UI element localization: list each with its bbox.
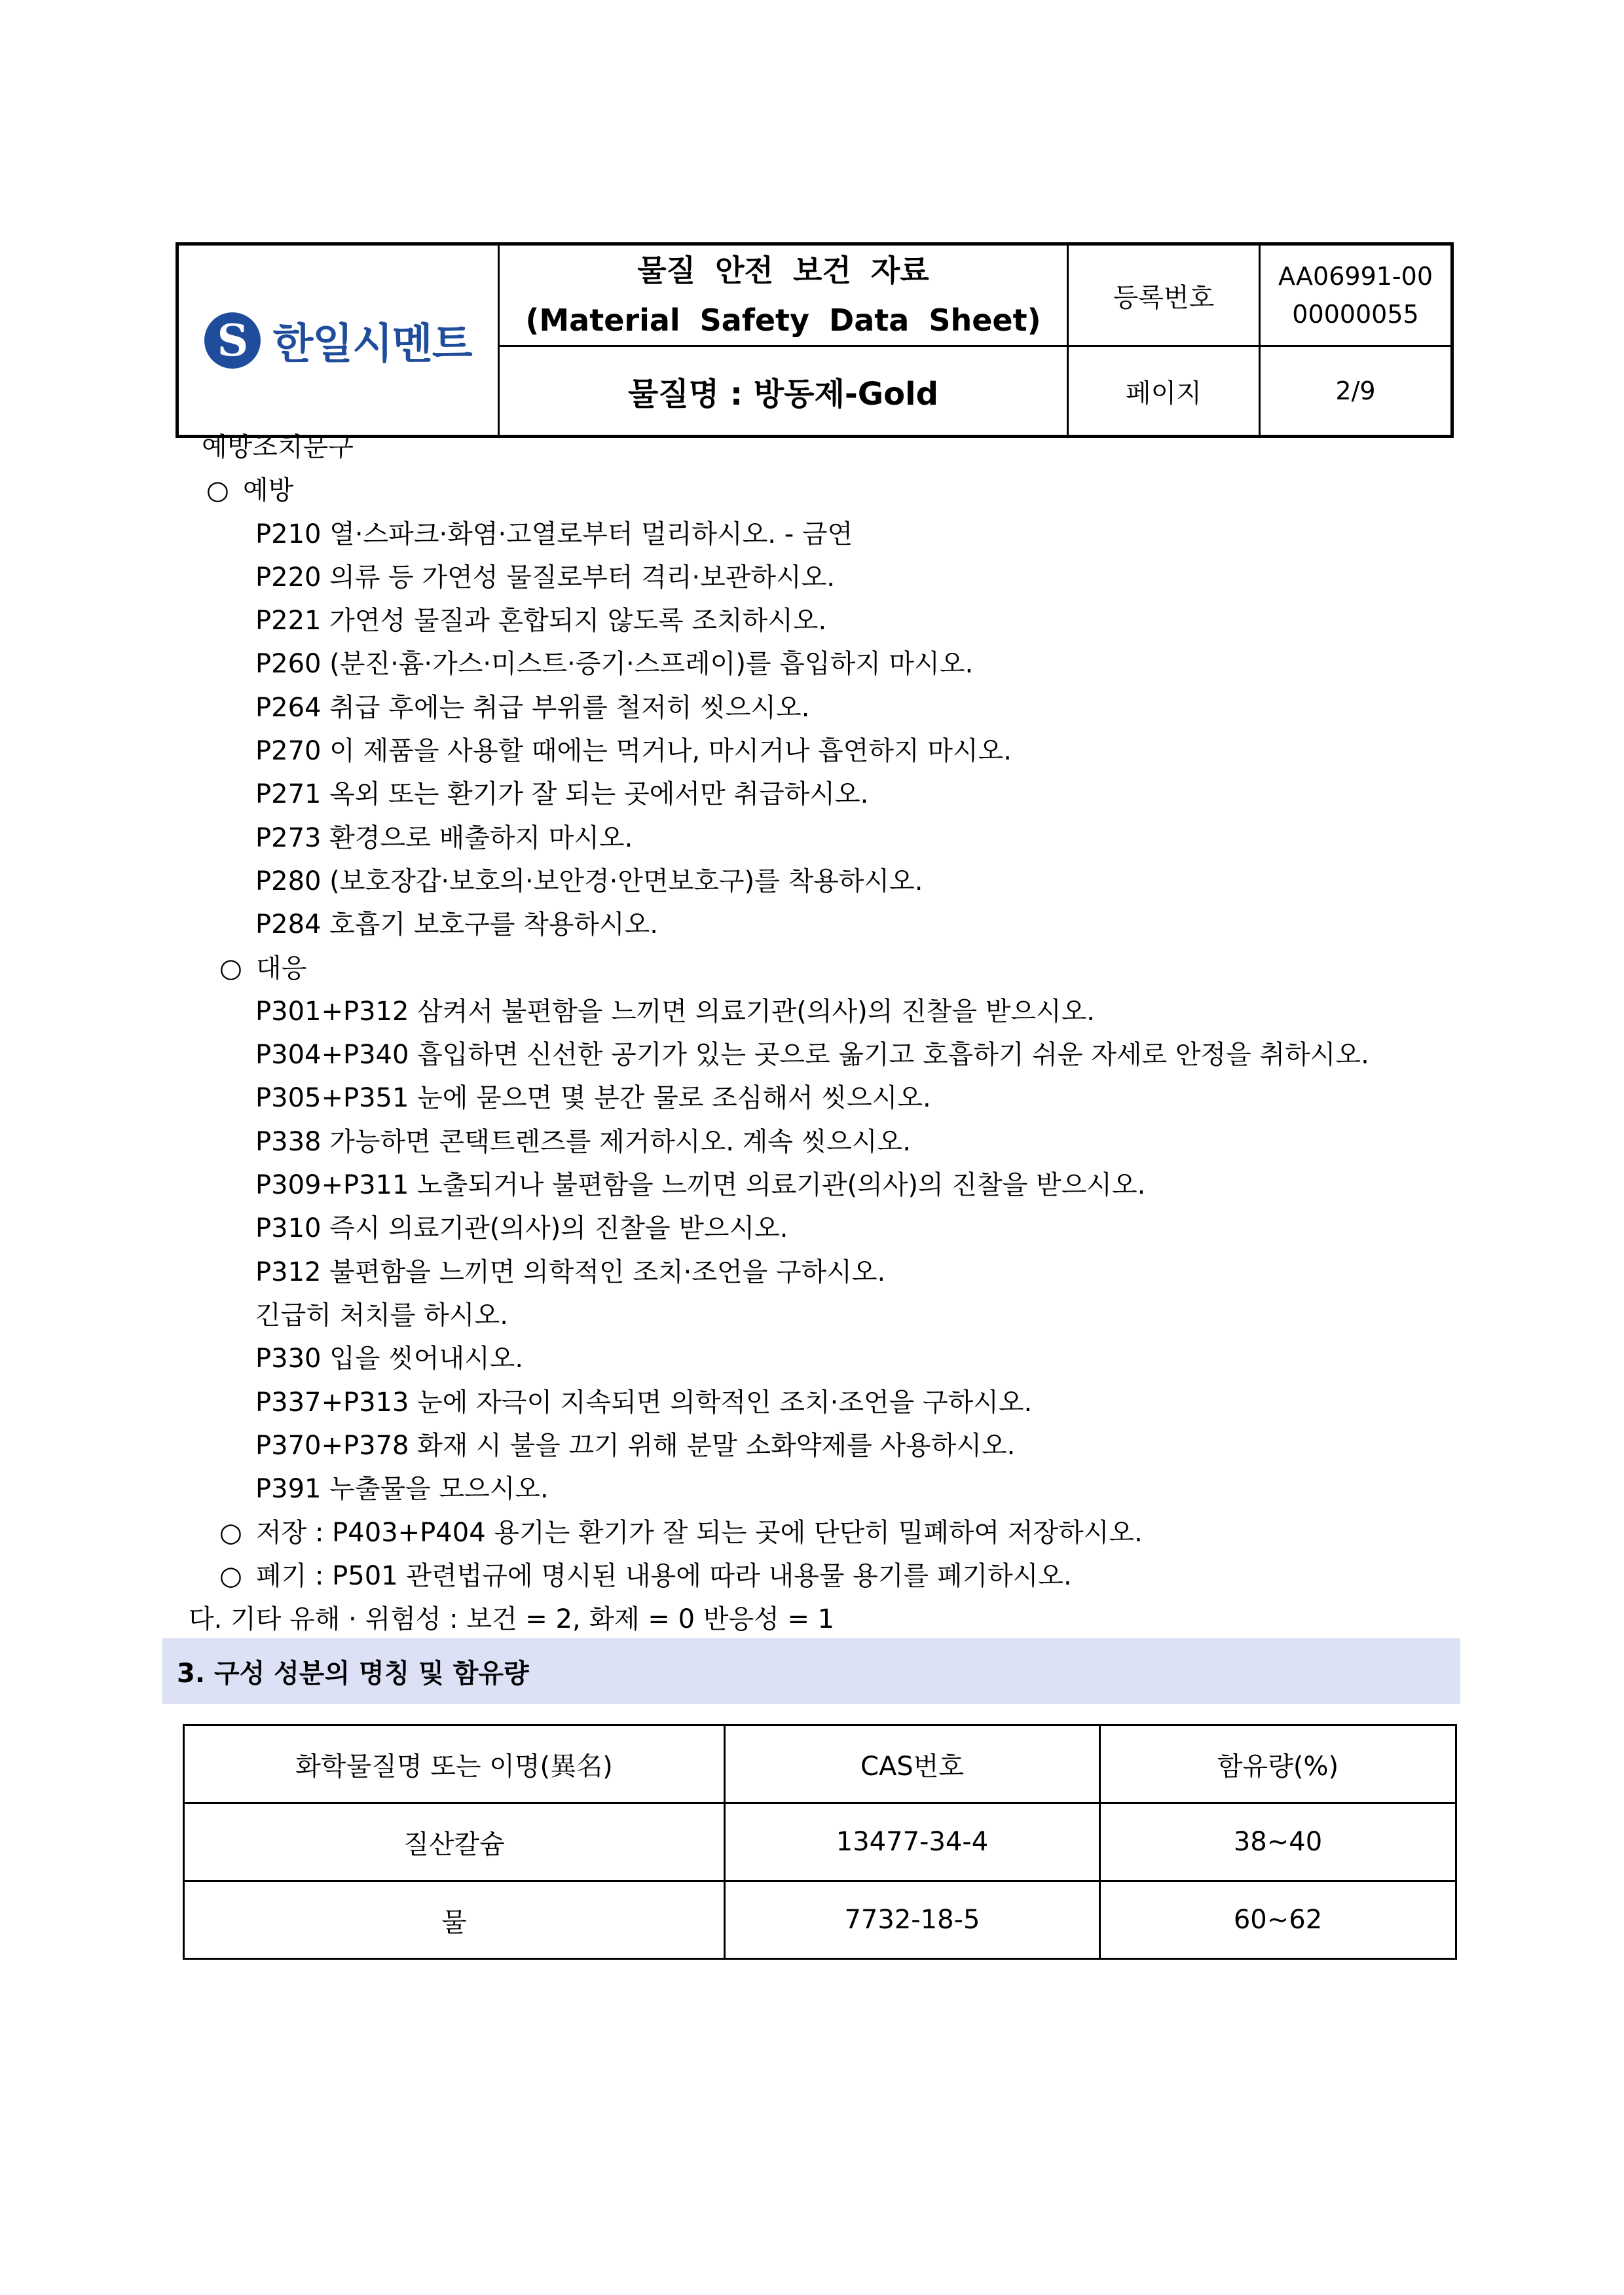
prevention-label (206, 474, 293, 507)
response-item (255, 1473, 549, 1505)
prevention-item-text: P284 호흡기 보호구를 착용하시오. (255, 909, 659, 940)
reg-number (1260, 244, 1452, 346)
reg-label: 등록번호 (1068, 244, 1260, 346)
response-item-text: P337+P313 눈에 자극이 지속되면 의학적인 조치·조언을 구하시오. (255, 1387, 1033, 1418)
response-item-text: P309+P311 노출되거나 불편함을 느끼면 의료기관(의사)의 진찰을 받으시오. (255, 1170, 1146, 1200)
section-3-bar (162, 1638, 1460, 1704)
response-item (255, 1429, 1015, 1462)
response-item-text: P370+P378 화재 시 불을 끄기 위해 분말 소화약제를 사용하시오. (255, 1431, 1016, 1461)
table-row (184, 1881, 1456, 1959)
logo-text: 한일시멘트 (272, 320, 472, 369)
response-item (255, 1212, 788, 1245)
logo-s-icon: S (204, 312, 261, 369)
table-header-row (184, 1725, 1456, 1803)
prevention-item-text: P280 (보호장갑·보호의·보안경·안면보호구)를 착용하시오. (255, 866, 923, 896)
response-item-text: P391 누출물을 모으시오. (255, 1474, 549, 1504)
prevention-item (255, 518, 853, 551)
response-item (255, 1256, 885, 1289)
response-item-text: 긴급히 처치를 하시오. (255, 1300, 508, 1331)
response-item-text: P330 입을 씻어내시오. (255, 1344, 524, 1374)
prevention-item (255, 908, 658, 941)
prevention-label-text: 예방 (243, 475, 294, 505)
response-item (255, 1299, 508, 1332)
table-cell: 질산칼슘 (184, 1803, 725, 1881)
prevention-item-text: P264 취급 후에는 취급 부위를 철저히 씻으시오. (255, 693, 810, 723)
page-number: 2/9 (1260, 346, 1452, 437)
other-hazards-line (189, 1603, 834, 1636)
other-hazards-line-text: 다. 기타 유해 · 위험성 : 보건 = 2, 화제 = 0 반응성 = 1 (189, 1604, 835, 1634)
response-item (255, 1082, 931, 1114)
disposal-line (219, 1560, 1072, 1592)
response-item (255, 1342, 523, 1375)
circle-bullet-icon: ○ (206, 475, 229, 505)
prevention-item (255, 648, 973, 680)
response-item-text: P304+P340 흡입하면 신선한 공기가 있는 곳으로 옮기고 호흡하기 쉬운 자세로 안정을 취하시오. (255, 1040, 1369, 1070)
prevention-item-text: P210 열·스파크·화염·고열로부터 멀리하시오. - 금연 (255, 519, 853, 549)
section-3-title: 3. 구성 성분의 명칭 및 함유량 (177, 1658, 529, 1689)
prevention-item-text: P220 의류 등 가연성 물질로부터 격리·보관하시오. (255, 562, 835, 593)
response-label-text: 대응 (256, 953, 307, 983)
reg-number-line2: 00000055 (1292, 300, 1419, 329)
title-en: (Material Safety Data Sheet) (525, 303, 1041, 338)
msds-header (175, 242, 1454, 438)
table-cell: 물 (184, 1881, 725, 1959)
prevention-item-text: P260 (분진·흄·가스·미스트·증기·스프레이)를 흡입하지 마시오. (255, 649, 974, 679)
prevention-item (255, 778, 868, 811)
document-title (499, 244, 1068, 346)
table-cell: 7732-18-5 (725, 1881, 1100, 1959)
prevention-item-text: P273 환경으로 배출하지 마시오. (255, 823, 633, 853)
storage-line (219, 1516, 1143, 1549)
circle-bullet-icon: ○ (219, 1518, 242, 1548)
response-label (219, 952, 306, 985)
response-item (255, 1038, 1369, 1071)
response-item-text: P301+P312 삼켜서 불편함을 느끼면 의료기관(의사)의 진찰을 받으시오. (255, 997, 1096, 1027)
disposal-line-text: 폐기 : P501 관련법규에 명시된 내용에 따라 내용물 용기를 폐기하시오. (256, 1561, 1072, 1591)
table-cell: 60~62 (1100, 1881, 1456, 1959)
table-cell: 13477-34-4 (725, 1803, 1100, 1881)
composition-table (183, 1724, 1457, 1960)
prevention-item (255, 561, 835, 594)
column-header: CAS번호 (725, 1725, 1100, 1803)
storage-line-text: 저장 : P403+P404 용기는 환기가 잘 되는 곳에 단단히 밀폐하여 저장하시오. (256, 1518, 1143, 1548)
prevention-item (255, 691, 809, 724)
reg-number-line1: AA06991-00 (1278, 262, 1433, 291)
title-ko: 물질 안전 보건 자료 (637, 253, 929, 288)
response-item (255, 1386, 1032, 1419)
column-header: 함유량(%) (1100, 1725, 1456, 1803)
prevention-item-text: P271 옥외 또는 환기가 잘 되는 곳에서만 취급하시오. (255, 779, 869, 809)
table-row (184, 1803, 1456, 1881)
prevention-item (255, 865, 923, 898)
page-label: 페이지 (1068, 346, 1260, 437)
precaution-heading-text: 예방조치문구 (202, 432, 354, 462)
response-item (255, 1126, 911, 1158)
prevention-item (255, 822, 633, 854)
table-cell: 38~40 (1100, 1803, 1456, 1881)
precaution-heading (202, 431, 354, 464)
prevention-item-text: P270 이 제품을 사용할 때에는 먹거나, 마시거나 흡연하지 마시오. (255, 736, 1012, 766)
company-logo (177, 244, 499, 437)
response-item (255, 995, 1095, 1028)
prevention-item-text: P221 가연성 물질과 혼합되지 않도록 조치하시오. (255, 606, 827, 636)
material-name: 물질명 : 방동제-Gold (499, 346, 1068, 437)
prevention-item (255, 604, 826, 637)
response-item-text: P305+P351 눈에 묻으면 몇 분간 물로 조심해서 씻으시오. (255, 1083, 931, 1113)
column-header: 화학물질명 또는 이명(異名) (184, 1725, 725, 1803)
response-item (255, 1169, 1145, 1202)
response-item-text: P312 불편함을 느끼면 의학적인 조치·조언을 구하시오. (255, 1257, 886, 1287)
response-item-text: P310 즉시 의료기관(의사)의 진찰을 받으시오. (255, 1213, 788, 1243)
response-item-text: P338 가능하면 콘택트렌즈를 제거하시오. 계속 씻으시오. (255, 1127, 911, 1157)
circle-bullet-icon: ○ (219, 1561, 242, 1591)
circle-bullet-icon: ○ (219, 953, 242, 983)
prevention-item (255, 735, 1012, 767)
